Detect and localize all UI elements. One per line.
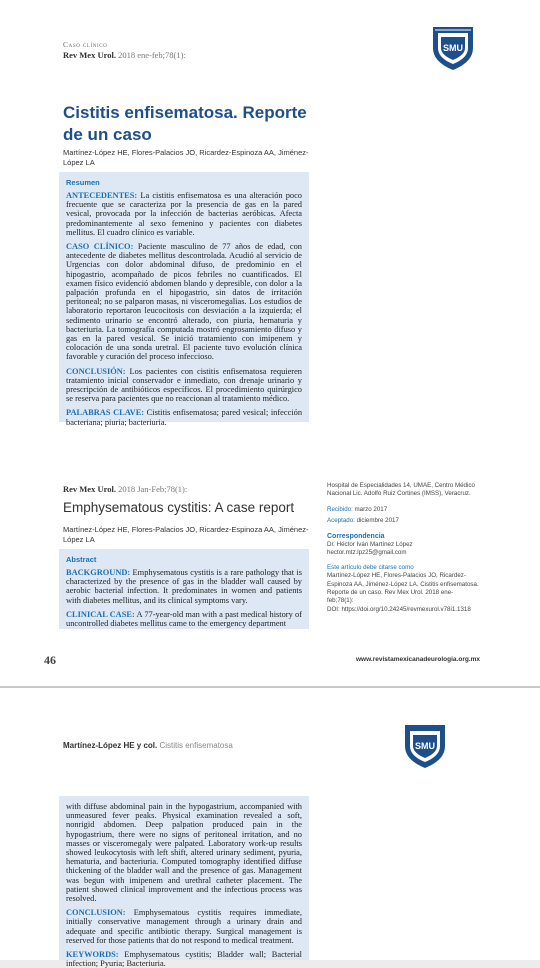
abstract-label: BACKGROUND:	[66, 568, 131, 577]
resumen-label: ANTECEDENTES:	[66, 191, 138, 200]
page-number: 46	[44, 653, 56, 667]
journal-date: 2018 ene-feb;78(1):	[118, 50, 186, 60]
abstract-paragraph	[66, 908, 302, 945]
abstract-paragraph	[66, 568, 302, 605]
citation-heading: Este artículo debe citarse como	[327, 563, 414, 571]
resumen-paragraph	[66, 242, 302, 362]
abstract-heading: Abstract	[66, 555, 97, 564]
journal-date: 2018 Jan-Feb;78(1):	[118, 484, 188, 494]
article-title-en: Emphysematous cystitis: A case report	[63, 500, 295, 515]
resumen-text: Paciente masculino de 77 años de edad, con antecedente de diabetes mellitus descontrolada. Acudió al servicio de Urgencias con dolor abdominal difuso, de predominio en el hipogastrio, acompañado de picos febriles no cuantificados. El examen físico evidenció abdomen blando y depresible, con dolor a la palpación profunda en el hipogastrio, sin datos de irritación peritoneal; no se palparon masas, ni visceromegalias. Los estudios de laboratorio reportaron leucocitosis con desviación a la izquierda; el sedimento urinario se encontró alterado, con piuria, hematuria y bacteriuria. La tomografía computada mostró engrosamiento difuso y gas en la pared vesical. Se inició tratamiento con imipenem y colocación de una sonda uretral. El paciente tuvo evolución clínica favorable y curación del proceso infeccioso.	[66, 242, 302, 362]
accepted-label: Aceptado:	[327, 517, 355, 525]
journal-reference	[63, 50, 186, 60]
article-sidebar	[327, 482, 479, 614]
resumen-box	[59, 172, 309, 427]
resumen-text: Los pacientes con cistitis enfisematosa requieren tratamiento inicial conservador e inmediato, con drenaje urinario y prescripción de antibióticos específicos. El procedimiento quirúrgico se reserva para pacientes que no reaccionan al tratamiento médico.	[66, 366, 302, 404]
accepted-value: diciembre 2017	[354, 517, 399, 525]
abstract-label: CLINICAL CASE:	[66, 609, 135, 619]
resumen-text: La cistitis enfisematosa es una alteración poco frecuente que se caracteriza por la presencia de gas en la pared vesical, provocada por la infección de bacterias aeróbicas. Afecta predominantemente al sexo femenino y pacientes con diabetes mellitus. El cuadro clínico es variable.	[66, 191, 302, 237]
correspondence-name: Dr. Héctor Iván Martínez López	[327, 541, 413, 549]
running-title: Cistitis enfisematosa	[157, 741, 233, 750]
section-label: Caso clínico	[63, 40, 108, 49]
abstract-label: KEYWORDS:	[66, 950, 119, 960]
abstract-continuation: with diffuse abdominal pain in the hypogastrium, accompanied with unmeasured fever peaks. Physical examination revealed a soft, nonrigid abdomen. Deep palpation produced pain in the hypogastrium, there were no signs of peritoneal irritation, and no masses or visceromegaly were palpated. Laboratory work-up results showed leukocytosis with left shift, altered urinary sediment, pyuria, hematuria, and bacteriuria. Computed tomography identified diffuse thickening of the bladder wall and the presence of gas. Management was begun with imipenem and urethral catheter placement. The patient showed clinical improvement and the infectious process was resolved.	[66, 802, 302, 904]
abstract-paragraph	[66, 950, 302, 968]
smu-logo-icon	[429, 24, 477, 72]
abstract-text: Emphysematous cystitis; Bladder wall; Bacterial infection; Pyuria; Bacteriuria.	[66, 950, 302, 968]
article-page-2	[0, 688, 540, 968]
logo-text: SMU	[415, 741, 435, 751]
correspondence-email[interactable]: hector.mtz.lpz25@gmail.com	[327, 549, 407, 557]
abstract-text: A 77-year-old man with a past medical history of uncontrolled diabetes mellitus came to the emergency department	[66, 609, 302, 629]
resumen-paragraph	[66, 191, 302, 237]
journal-name: Rev Mex Urol.	[63, 50, 116, 60]
abstract-text: Emphysematous cystitis is a rare pathology that is characterized by the presence of gas in the bladder wall caused by aerobic bacterial infection. It predominates in women and patients with diabetes mellitus, and its clinical symptoms vary.	[66, 568, 302, 605]
abstract-box	[59, 549, 309, 629]
journal-name: Rev Mex Urol.	[63, 484, 116, 494]
resumen-paragraph	[66, 408, 302, 426]
received-date	[327, 506, 479, 514]
received-value: marzo 2017	[352, 505, 388, 513]
abstract-label: CONCLUSION:	[66, 908, 126, 918]
journal-reference-en	[63, 484, 187, 494]
citation-doi[interactable]: DOI: https://doi.org/10.24245/revmexurol.v78i1.1318	[327, 605, 471, 613]
abstract-text: Emphysematous cystitis requires immediate, initially conservative management through a urinary drain and adequate and specific antibiotic therapy. Surgical management is reserved for those patients that do not respond to medical treatment.	[66, 908, 302, 945]
authors-es: Martínez-López HE, Flores-Palacios JO, Ricardez-Espinoza AA, Jiménez-López LA	[63, 148, 309, 167]
abstract-continued-box	[59, 796, 309, 968]
resumen-heading: Resumen	[66, 178, 100, 187]
resumen-label: PALABRAS CLAVE:	[66, 408, 145, 418]
resumen-paragraph	[66, 367, 302, 404]
logo-text: SMU	[443, 43, 463, 53]
authors-en: Martínez-López HE, Flores-Palacios JO, Ricardez-Espinoza AA, Jiménez-López LA	[63, 525, 309, 544]
accepted-date	[327, 517, 479, 525]
citation-text: Martínez-López HE, Flores-Palacios JO, Ricardez-Espinoza AA, Jiménez-López LA. Cistitis enfisematosa. Reporte de un caso. Rev Mex Urol. 2018 ene-feb;78(1):	[327, 572, 479, 605]
running-header	[63, 741, 233, 750]
abstract-paragraph	[66, 610, 302, 628]
hospital-affiliation: Hospital de Especialidades 14, UMAE, Centro Médico Nacional Lic. Adolfo Ruiz Cortines (IMSS), Veracruz.	[327, 482, 475, 498]
article-title-es: Cistitis enfisematosa. Reporte de un caso	[63, 103, 307, 144]
correspondence-heading: Correspondencia	[327, 532, 385, 540]
resumen-text: Cistitis enfisematosa; pared vesical; infección bacteriana; piuria; bacteriuria.	[66, 408, 303, 427]
received-label: Recibido:	[327, 505, 353, 513]
website-link[interactable]: www.revistamexicanadeurologia.org.mx	[356, 656, 481, 663]
resumen-label: CONCLUSIÓN:	[66, 366, 126, 376]
resumen-label: CASO CLÍNICO:	[66, 242, 134, 252]
smu-logo-icon	[401, 722, 449, 770]
running-authors: Martínez-López HE y col.	[63, 741, 158, 750]
